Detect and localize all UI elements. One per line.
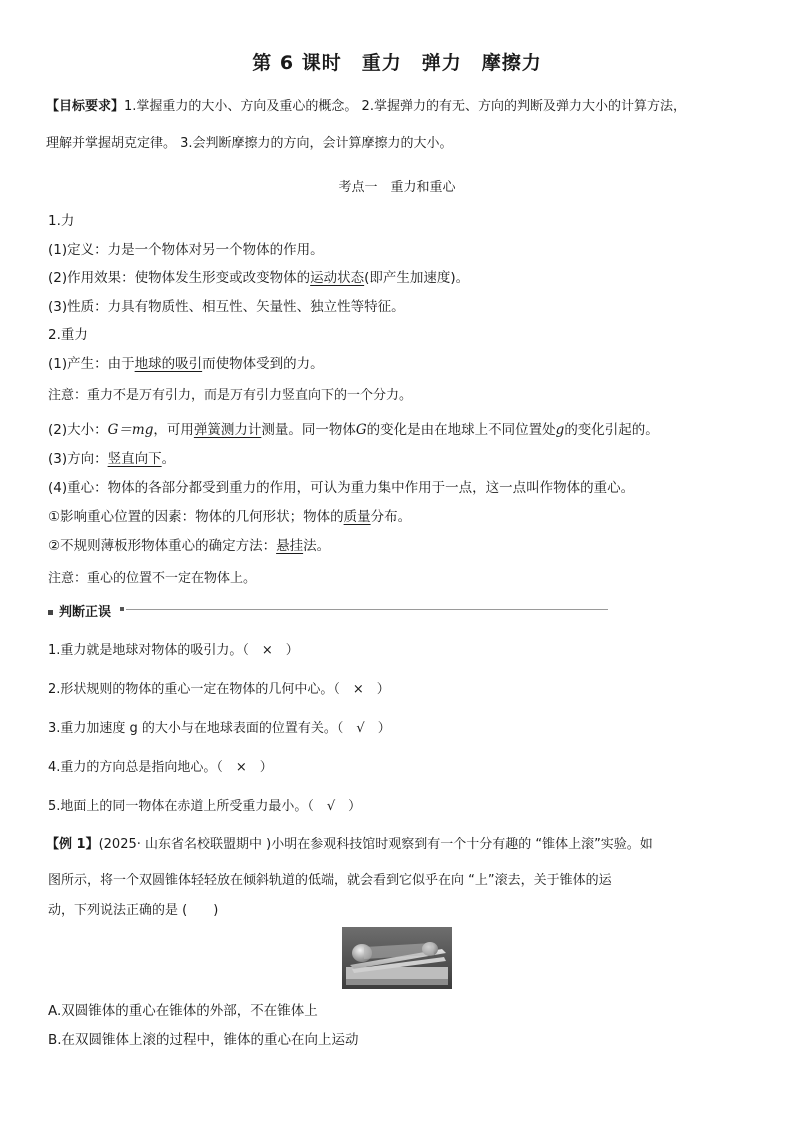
judge-item-2: 2.形状规则的物体的重心一定在物体的几何中心。（ × ） — [48, 682, 390, 697]
gravity-note-1: 注意：重力不是万有引力，而是万有引力竖直向下的一个分力。 — [48, 388, 413, 403]
gravity-formula: G＝mg — [107, 422, 154, 438]
judge-divider — [126, 609, 608, 610]
judge-item-4: 4.重力的方向总是指向地心。（ × ） — [48, 760, 273, 775]
gravity-factor: ①影响重心位置的因素：物体的几何形状；物体的质量分布。 — [48, 509, 412, 525]
blank-spring-scale: 弹簧测力计 — [193, 422, 262, 438]
example-line-3: 动，下列说法正确的是 ( ) — [48, 903, 219, 918]
blank-vertical-down: 竖直向下 — [107, 451, 162, 467]
gravity-center: (4)重心：物体的各部分都受到重力的作用，可认为重力集中作用于一点，这一点叫作物体的重心。 — [48, 480, 635, 496]
blank-motion-state: 运动状态 — [310, 270, 365, 286]
option-a: A.双圆锥体的重心在锥体的外部，不在锥体上 — [48, 1003, 318, 1019]
double-cone-experiment-photo — [342, 927, 452, 989]
gravity-direction: (3)方向：竖直向下。 — [48, 451, 176, 467]
gravity-method: ②不规则薄板形物体重心的确定方法：悬挂法。 — [48, 538, 331, 554]
example-line-2: 图所示，将一个双圆锥体轻轻放在倾斜轨道的低端，就会看到它似乎在向 “上”滚去，关于锥体的运 — [48, 873, 612, 888]
blank-earth-attraction: 地球的吸引 — [134, 356, 203, 372]
force-effect: (2)作用效果：使物体发生形变或改变物体的运动状态(即产生加速度)。 — [48, 270, 470, 286]
gravity-note-2: 注意：重心的位置不一定在物体上。 — [48, 571, 257, 586]
gravity-origin: (1)产生：由于地球的吸引而使物体受到的力。 — [48, 356, 324, 372]
judge-item-3: 3.重力加速度 g 的大小与在地球表面的位置有关。（ √ ） — [48, 721, 391, 736]
gravity-size: (2)大小：G＝mg，可用弹簧测力计测量。同一物体G的变化是由在地球上不同位置处g的变化引起的。 — [48, 422, 659, 438]
goals-line-2: 理解并掌握胡克定律。 3.会判断摩擦力的方向，会计算摩擦力的大小。 — [46, 136, 453, 151]
force-definition: (1)定义：力是一个物体对另一个物体的作用。 — [48, 242, 324, 258]
example-label: 【例 1】 — [46, 837, 99, 852]
example-line-1: 【例 1】(2025· 山东省名校联盟期中 )小明在参观科技馆时观察到有一个十分有趣的 “锥体上滚”实验。如 — [46, 837, 653, 852]
force-nature: (3)性质：力具有物质性、相互性、矢量性、独立性等特征。 — [48, 299, 405, 315]
rule-start-square-icon — [120, 607, 124, 611]
judge-item-1: 1.重力就是地球对物体的吸引力。（ × ） — [48, 643, 299, 658]
blank-hanging: 悬挂 — [276, 538, 304, 554]
goals-text-1: 1.掌握重力的大小、方向及重心的概念。 2.掌握弹力的有无、方向的判断及弹力大小的计算方法， — [124, 99, 686, 114]
goals-label: 【目标要求】 — [46, 99, 125, 114]
blank-mass: 质量 — [343, 509, 371, 525]
force-heading: 1.力 — [48, 213, 75, 229]
judge-heading: 判断正误 — [48, 601, 111, 620]
section-heading: 考点一 重力和重心 — [338, 180, 456, 195]
bullet-square-icon — [48, 610, 53, 615]
option-b: B.在双圆锥体上滚的过程中，锥体的重心在向上运动 — [48, 1032, 359, 1048]
gravity-heading: 2.重力 — [48, 327, 88, 343]
goals-line-1 — [46, 95, 686, 114]
page-title: 第 6 课时 重力 弹力 摩擦力 — [252, 52, 542, 74]
judge-item-5: 5.地面上的同一物体在赤道上所受重力最小。（ √ ） — [48, 799, 362, 814]
